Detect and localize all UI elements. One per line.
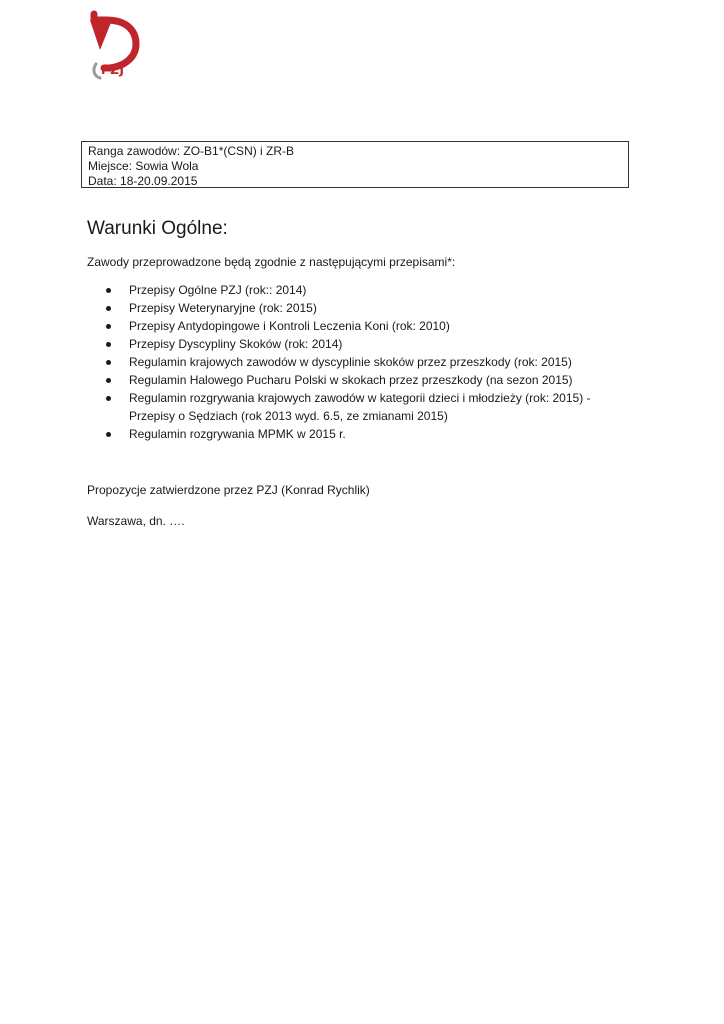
list-item <box>104 353 591 371</box>
event-rank: Ranga zawodów: ZO-B1*(CSN) i ZR-B <box>88 144 295 158</box>
list-item <box>104 299 591 317</box>
approval-note: Propozycje zatwierdzone przez PZJ (Konrad Rychlik) <box>87 483 370 497</box>
place-date: Warszawa, dn. …. <box>87 514 185 528</box>
rule-text: Regulamin Halowego Pucharu Polski w skokach przez przeszkody (na sezon 2015) <box>129 373 573 387</box>
bullet-icon <box>106 306 111 311</box>
event-date: Data: 18-20.09.2015 <box>88 174 198 188</box>
rule-text: Regulamin rozgrywania krajowych zawodów w kategorii dzieci i młodzieży (rok: 2015) - <box>129 391 591 405</box>
list-item <box>104 335 591 353</box>
list-item <box>104 389 591 425</box>
rule-text: Przepisy Ogólne PZJ (rok:: 2014) <box>129 283 307 297</box>
bullet-icon <box>106 396 111 401</box>
bullet-icon <box>106 342 111 347</box>
list-item <box>104 371 591 389</box>
rule-text: Regulamin krajowych zawodów w dyscyplinie skoków przez przeszkody (rok: 2015) <box>129 355 572 369</box>
section-intro: Zawody przeprowadzone będą zgodnie z następującymi przepisami*: <box>87 255 456 269</box>
rule-text: Przepisy Antydopingowe i Kontroli Leczenia Koni (rok: 2010) <box>129 319 450 333</box>
rule-text: Regulamin rozgrywania MPMK w 2015 r. <box>129 427 346 441</box>
bullet-icon <box>106 288 111 293</box>
rule-text: Przepisy Weterynaryjne (rok: 2015) <box>129 301 317 315</box>
bullet-icon <box>106 324 111 329</box>
rule-text: Przepisy Dyscypliny Skoków (rok: 2014) <box>129 337 343 351</box>
list-item <box>104 317 591 335</box>
bullet-icon <box>106 378 111 383</box>
event-place: Miejsce: Sowia Wola <box>88 159 199 173</box>
list-item <box>104 425 591 443</box>
bullet-icon <box>106 360 111 365</box>
event-info-box <box>81 141 629 188</box>
rules-list <box>104 281 591 443</box>
bullet-icon <box>106 432 111 437</box>
section-heading: Warunki Ogólne: <box>87 218 228 239</box>
logo-text: PZJ <box>101 63 125 77</box>
list-item <box>104 281 591 299</box>
rule-text-continuation: Przepisy o Sędziach (rok 2013 wyd. 6.5, ze zmianami 2015) <box>129 409 448 423</box>
